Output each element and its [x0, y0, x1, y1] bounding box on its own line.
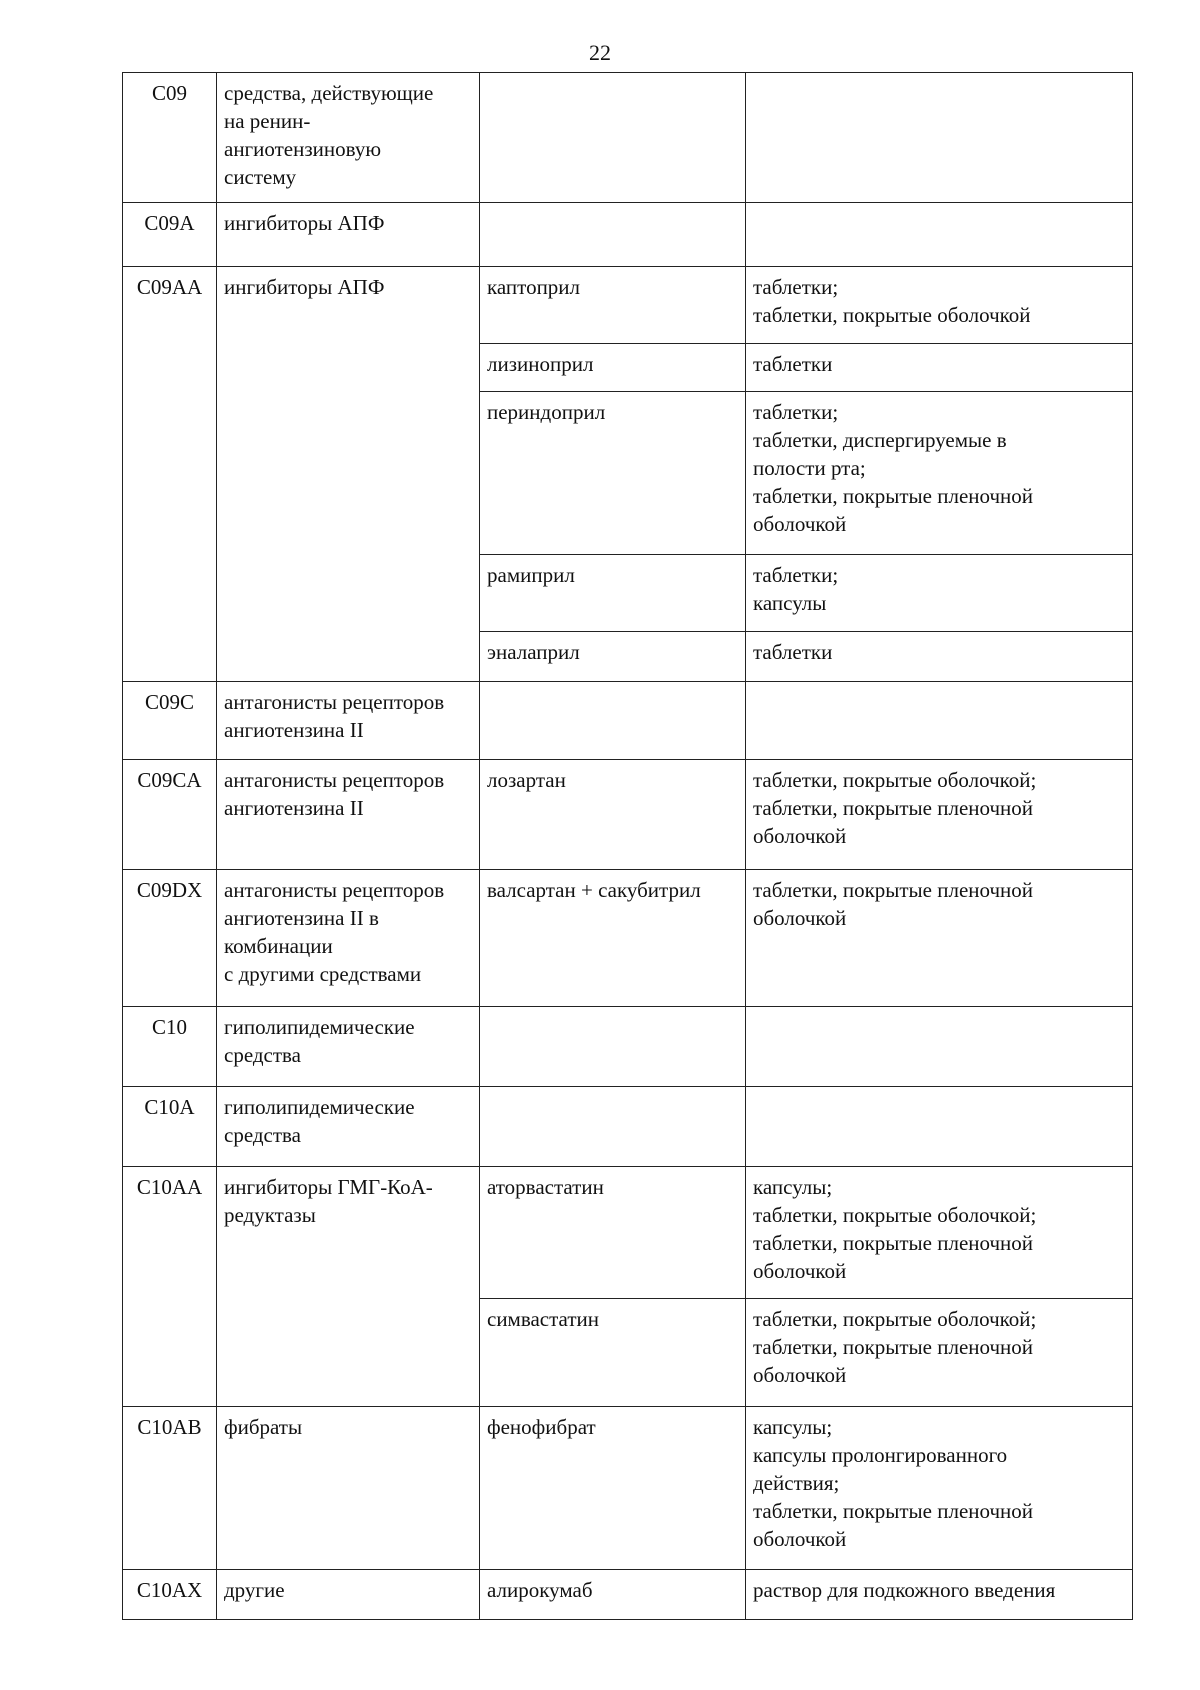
dosage-form-cell	[746, 1087, 1133, 1167]
drug-name-cell: эналаприл	[480, 632, 746, 682]
drug-name-cell	[480, 73, 746, 203]
dosage-form-cell	[746, 682, 1133, 760]
drug-name-cell: симвастатин	[480, 1299, 746, 1407]
dosage-form-cell: таблетки, покрытые оболочкой; таблетки, покрытые пленочной оболочкой	[746, 1299, 1133, 1407]
table-row	[123, 1007, 1133, 1087]
dosage-form-cell: таблетки, покрытые оболочкой; таблетки, покрытые пленочной оболочкой	[746, 760, 1133, 870]
pharmacological-group-cell: средства, действующие на ренин- ангиотензиновую систему	[217, 73, 480, 203]
drug-name-cell: алирокумаб	[480, 1570, 746, 1620]
pharmacological-group-cell: гиполипидемические средства	[217, 1007, 480, 1087]
table-row	[123, 1087, 1133, 1167]
table-row	[123, 203, 1133, 267]
dosage-form-cell	[746, 73, 1133, 203]
drug-name-cell: периндоприл	[480, 392, 746, 555]
drug-name-cell: лизиноприл	[480, 344, 746, 392]
pharmacological-group-cell: антагонисты рецепторов ангиотензина II в комбинации с другими средствами	[217, 870, 480, 1007]
atc-code-cell: C10A	[123, 1087, 217, 1167]
dosage-form-cell	[746, 1007, 1133, 1087]
drug-name-cell	[480, 1087, 746, 1167]
drug-classification-table	[122, 72, 1133, 1620]
drug-name-cell: каптоприл	[480, 267, 746, 344]
pharmacological-group-cell: другие	[217, 1570, 480, 1620]
dosage-form-cell: таблетки; таблетки, покрытые оболочкой	[746, 267, 1133, 344]
dosage-form-cell	[746, 203, 1133, 267]
dosage-form-cell: таблетки; капсулы	[746, 555, 1133, 632]
atc-code-cell: C09C	[123, 682, 217, 760]
table-row	[123, 1167, 1133, 1299]
pharmacological-group-cell: фибраты	[217, 1407, 480, 1570]
drug-name-cell	[480, 682, 746, 760]
drug-name-cell: фенофибрат	[480, 1407, 746, 1570]
table-row	[123, 1570, 1133, 1620]
table-row	[123, 870, 1133, 1007]
drug-name-cell: лозартан	[480, 760, 746, 870]
dosage-form-cell: таблетки	[746, 632, 1133, 682]
atc-code-cell: C09DX	[123, 870, 217, 1007]
dosage-form-cell: таблетки	[746, 344, 1133, 392]
pharmacological-group-cell: антагонисты рецепторов ангиотензина II	[217, 760, 480, 870]
drug-name-cell: рамиприл	[480, 555, 746, 632]
drug-name-cell	[480, 1007, 746, 1087]
table-row	[123, 760, 1133, 870]
table-row	[123, 73, 1133, 203]
dosage-form-cell: таблетки; таблетки, диспергируемые в полости рта; таблетки, покрытые пленочной оболочкой	[746, 392, 1133, 555]
dosage-form-cell: капсулы; таблетки, покрытые оболочкой; таблетки, покрытые пленочной оболочкой	[746, 1167, 1133, 1299]
pharmacological-group-cell: антагонисты рецепторов ангиотензина II	[217, 682, 480, 760]
drug-name-cell: аторвастатин	[480, 1167, 746, 1299]
dosage-form-cell: раствор для подкожного введения	[746, 1570, 1133, 1620]
pharmacological-group-cell: ингибиторы АПФ	[217, 203, 480, 267]
table-row	[123, 1407, 1133, 1570]
atc-code-cell: C10AB	[123, 1407, 217, 1570]
dosage-form-cell: таблетки, покрытые пленочной оболочкой	[746, 870, 1133, 1007]
table-row	[123, 682, 1133, 760]
atc-code-cell: C10	[123, 1007, 217, 1087]
table-row	[123, 267, 1133, 344]
drug-name-cell: валсартан + сакубитрил	[480, 870, 746, 1007]
atc-code-cell: C09A	[123, 203, 217, 267]
pharmacological-group-cell: ингибиторы АПФ	[217, 267, 480, 682]
pharmacological-group-cell: гиполипидемические средства	[217, 1087, 480, 1167]
atc-code-cell: C10AX	[123, 1570, 217, 1620]
pharmacological-group-cell: ингибиторы ГМГ-КоА- редуктазы	[217, 1167, 480, 1407]
atc-code-cell: C10AA	[123, 1167, 217, 1407]
drug-name-cell	[480, 203, 746, 267]
page-number: 22	[589, 40, 611, 65]
atc-code-cell: C09	[123, 73, 217, 203]
atc-code-cell: C09AA	[123, 267, 217, 682]
atc-code-cell: C09CA	[123, 760, 217, 870]
table-body	[123, 73, 1133, 1620]
dosage-form-cell: капсулы; капсулы пролонгированного действия; таблетки, покрытые пленочной оболочкой	[746, 1407, 1133, 1570]
